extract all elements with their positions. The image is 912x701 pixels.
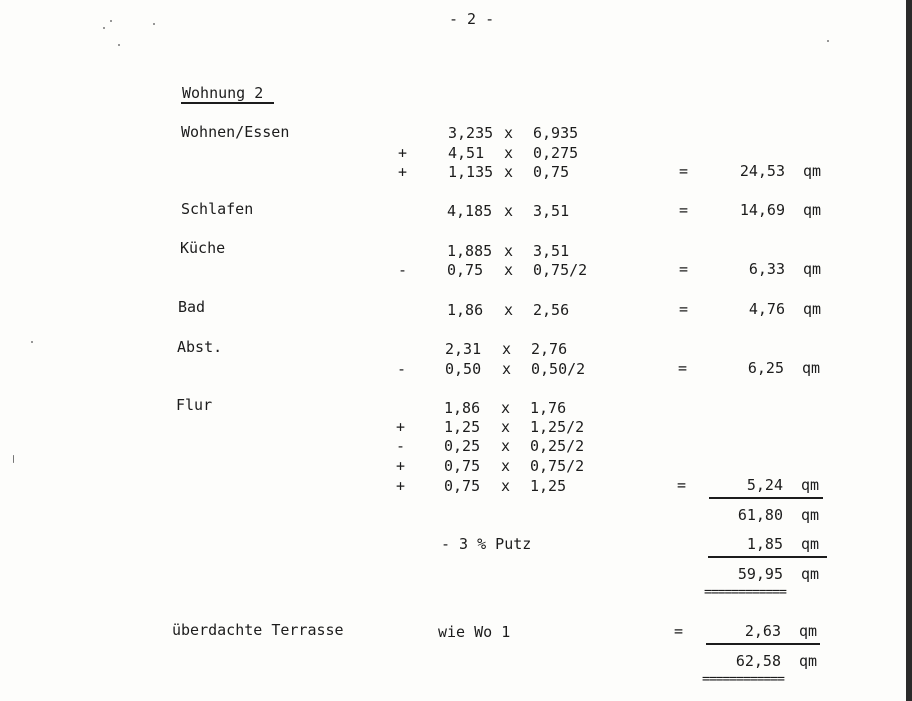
equals-sign: = (679, 162, 689, 180)
room-name: Bad (178, 298, 206, 316)
operator: + (398, 163, 408, 181)
times-sign: x (501, 477, 511, 495)
net-value: 59,95 (737, 565, 783, 583)
factor-b: 0,25/2 (530, 437, 585, 455)
factor-b: 0,75/2 (530, 457, 585, 475)
times-sign: x (504, 124, 514, 142)
operator: - (397, 360, 407, 378)
factor-a: 1,885 (447, 242, 493, 260)
times-sign: x (502, 340, 512, 358)
factor-b: 1,25/2 (530, 418, 585, 436)
unit-qm: qm (801, 565, 820, 583)
room-total: 14,69 (739, 201, 785, 219)
factor-a: 1,25 (444, 418, 481, 436)
times-sign: x (501, 457, 511, 475)
times-sign: x (504, 261, 514, 279)
factor-b: 1,25 (530, 477, 567, 495)
scan-speck (13, 455, 14, 463)
factor-a: 2,31 (445, 340, 482, 358)
times-sign: x (501, 437, 511, 455)
sum-rule (708, 556, 827, 558)
equals-sign: = (674, 622, 684, 640)
putz-value: 1,85 (746, 535, 783, 553)
factor-a: 1,86 (444, 399, 481, 417)
room-name: Flur (176, 396, 213, 414)
unit-qm: qm (799, 652, 818, 670)
equals-sign: = (679, 260, 689, 278)
equals-sign: = (679, 300, 689, 318)
factor-b: 6,935 (533, 124, 579, 142)
unit-qm: qm (803, 201, 822, 219)
double-underline: ============ (704, 585, 786, 600)
scan-speck (153, 23, 155, 25)
unit-qm: qm (802, 359, 821, 377)
operator: - (396, 437, 406, 455)
operator: + (396, 477, 406, 495)
subtotal-value: 61,80 (737, 506, 783, 524)
unit-qm: qm (801, 506, 820, 524)
unit-qm: qm (803, 300, 822, 318)
times-sign: x (504, 163, 514, 181)
scan-speck (110, 20, 112, 22)
unit-qm: qm (799, 622, 818, 640)
terrace-value: 2,63 (744, 622, 781, 640)
factor-a: 4,51 (448, 144, 485, 162)
factor-a: 1,135 (448, 163, 494, 181)
factor-a: 0,75 (447, 261, 484, 279)
scan-edge-shadow (906, 0, 912, 701)
equals-sign: = (677, 476, 687, 494)
room-name: Schlafen (181, 200, 254, 218)
times-sign: x (504, 202, 514, 220)
factor-b: 0,275 (533, 144, 579, 162)
document-heading: Wohnung 2 (182, 84, 264, 102)
factor-b: 3,51 (533, 202, 570, 220)
scan-speck (827, 40, 829, 42)
room-total: 6,33 (748, 260, 785, 278)
operator: + (396, 457, 406, 475)
times-sign: x (504, 242, 514, 260)
equals-sign: = (679, 201, 689, 219)
room-total: 6,25 (747, 359, 784, 377)
unit-qm: qm (801, 535, 820, 553)
times-sign: x (502, 360, 512, 378)
factor-b: 1,76 (530, 399, 567, 417)
factor-a: 0,50 (445, 360, 482, 378)
scan-speck (118, 44, 120, 46)
unit-qm: qm (801, 476, 820, 494)
room-total: 4,76 (748, 300, 785, 318)
factor-b: 0,75/2 (533, 261, 588, 279)
factor-a: 0,75 (444, 457, 481, 475)
terrace-note: wie Wo 1 (438, 623, 511, 641)
unit-qm: qm (803, 260, 822, 278)
factor-b: 2,56 (533, 301, 570, 319)
operator: + (398, 144, 408, 162)
unit-qm: qm (803, 162, 822, 180)
times-sign: x (501, 399, 511, 417)
factor-a: 0,75 (444, 477, 481, 495)
scan-speck (31, 341, 33, 343)
factor-b: 2,76 (531, 340, 568, 358)
factor-a: 1,86 (447, 301, 484, 319)
times-sign: x (504, 144, 514, 162)
equals-sign: = (678, 359, 688, 377)
times-sign: x (504, 301, 514, 319)
terrace-label: überdachte Terrasse (172, 621, 344, 639)
page-number: - 2 - (449, 10, 495, 28)
times-sign: x (501, 418, 511, 436)
operator: + (396, 418, 406, 436)
room-name: Küche (180, 239, 226, 257)
factor-b: 0,75 (533, 163, 570, 181)
double-underline: ============ (702, 672, 784, 687)
scan-speck (103, 27, 105, 29)
heading-underline (181, 102, 274, 104)
room-name: Abst. (177, 338, 223, 356)
sum-rule (709, 497, 823, 499)
room-total: 24,53 (739, 162, 785, 180)
operator: - (398, 261, 408, 279)
room-name: Wohnen/Essen (181, 123, 290, 141)
factor-b: 3,51 (533, 242, 570, 260)
factor-b: 0,50/2 (531, 360, 586, 378)
factor-a: 4,185 (447, 202, 493, 220)
factor-a: 3,235 (448, 124, 494, 142)
sum-rule (706, 643, 820, 645)
factor-a: 0,25 (444, 437, 481, 455)
grand-total-value: 62,58 (735, 652, 781, 670)
putz-label: - 3 % Putz (441, 535, 532, 553)
room-total: 5,24 (746, 476, 783, 494)
